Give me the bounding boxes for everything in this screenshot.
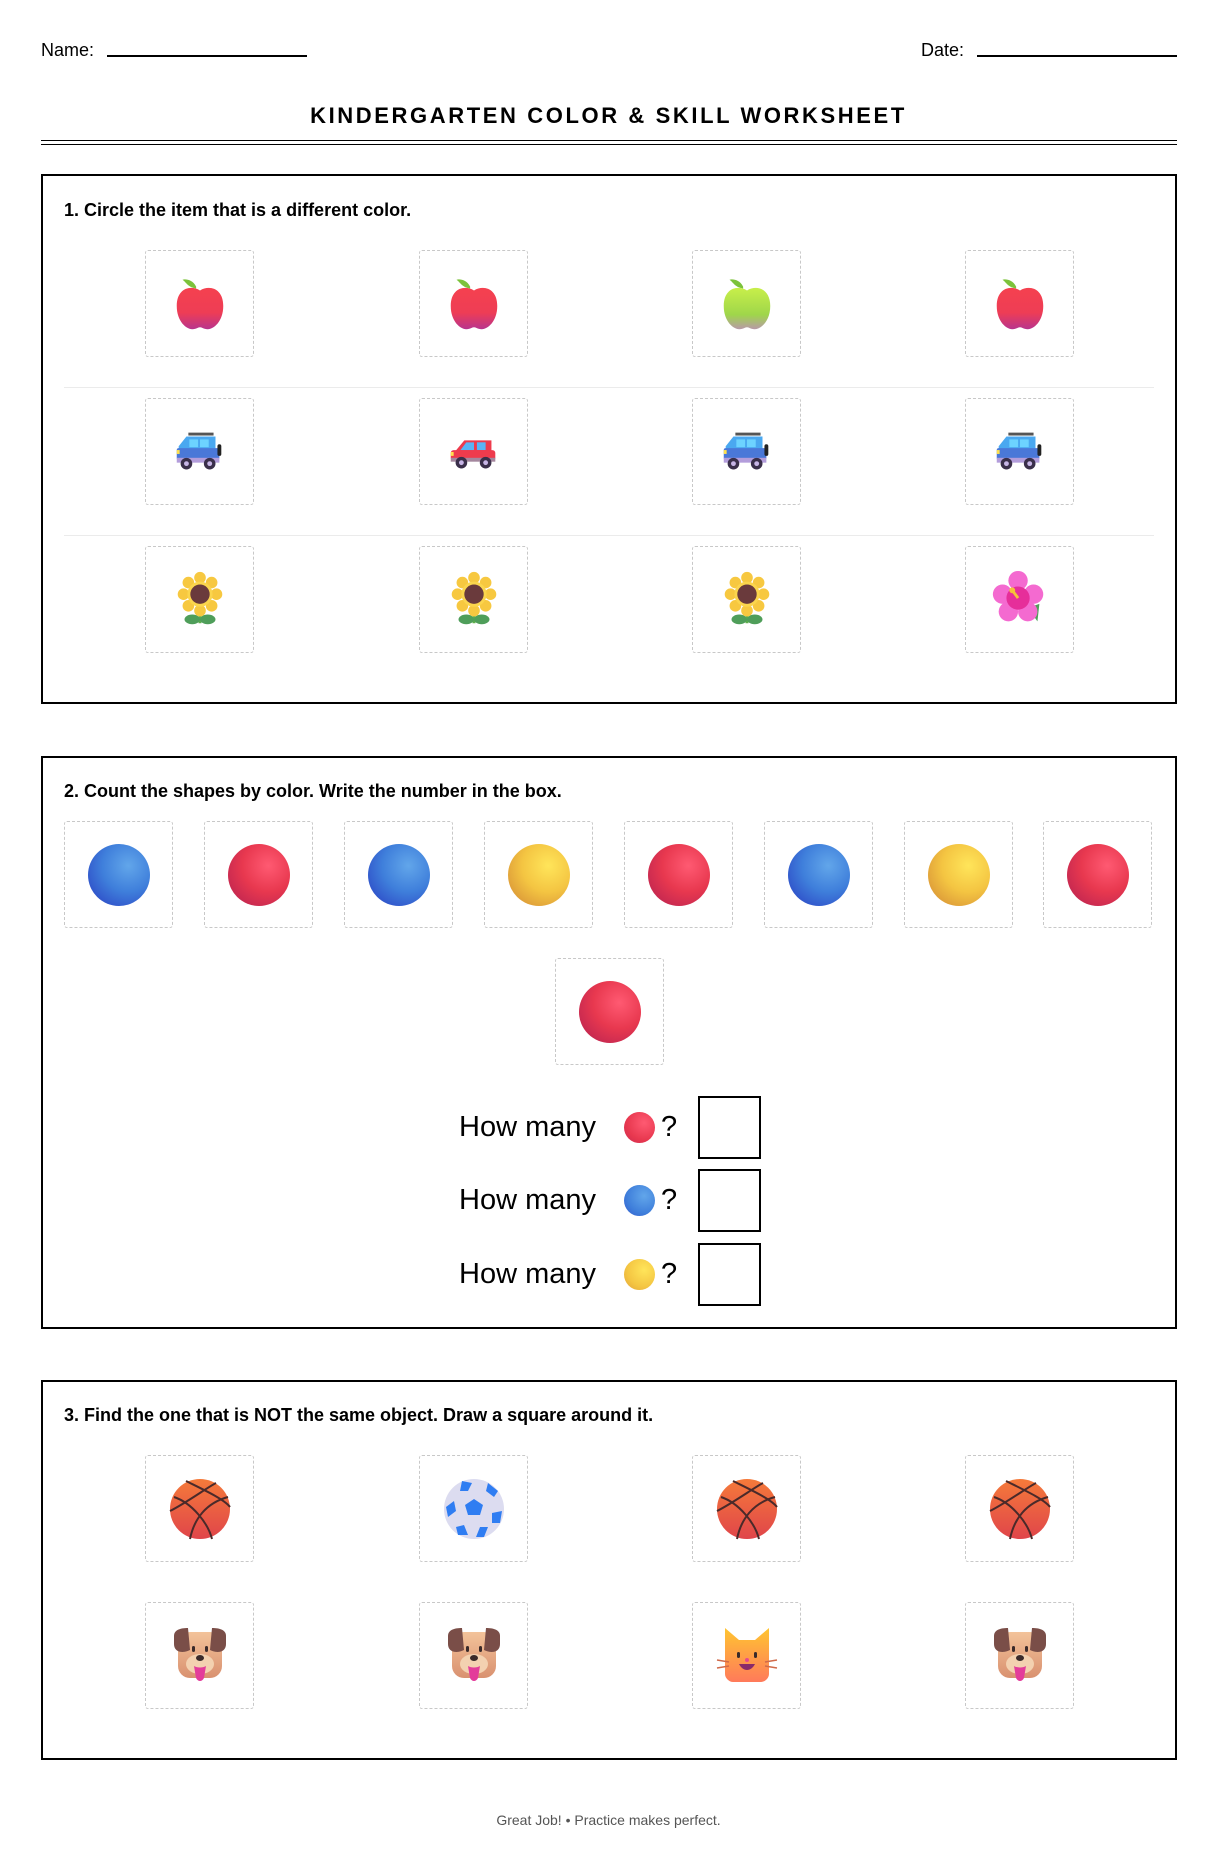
blue-dot-icon [624,1185,655,1216]
item-box-1-4[interactable] [965,250,1074,357]
question-text: How many [459,1184,596,1216]
object-box-2-1[interactable] [145,1602,254,1709]
red-car-icon [443,421,505,483]
name-blank-line[interactable] [107,55,307,57]
object-box-1-1[interactable] [145,1455,254,1562]
yellow-ball-icon [927,843,991,907]
item-box-3-1[interactable] [145,546,254,653]
blue-suv-icon [169,421,231,483]
item-box-3-3[interactable] [692,546,801,653]
shape-box-3[interactable] [344,821,453,928]
count-question-yellow [459,1243,761,1305]
red-apple-icon [443,273,505,335]
object-box-1-2[interactable] [419,1455,528,1562]
date-blank-line[interactable] [977,55,1177,57]
item-box-1-2[interactable] [419,250,528,357]
item-box-3-4[interactable] [965,546,1074,653]
item-box-2-3[interactable] [692,398,801,505]
shape-box-1[interactable] [64,821,173,928]
blue-ball-icon [787,843,851,907]
red-ball-icon [1066,843,1130,907]
object-box-2-2[interactable] [419,1602,528,1709]
count-question-blue [459,1169,761,1231]
pink-hibiscus-icon [989,569,1051,631]
dog-face-icon [168,1624,232,1688]
item-box-1-3[interactable] [692,250,801,357]
row-divider [64,535,1154,536]
red-apple-icon [169,273,231,335]
basketball-icon [988,1477,1052,1541]
section-2-heading: 2. Count the shapes by color. Write the number in the box. [64,781,562,801]
section-not-same-object [41,1380,1177,1760]
item-box-2-2[interactable] [419,398,528,505]
question-mark: ? [661,1258,678,1290]
item-box-2-1[interactable] [145,398,254,505]
soccer-ball-icon [442,1477,506,1541]
basketball-icon [168,1477,232,1541]
red-apple-icon [989,273,1051,335]
count-question-red [459,1096,761,1158]
footer-message: Great Job! • Practice makes perfect. [496,1812,721,1828]
dog-face-icon [442,1624,506,1688]
blue-ball-icon [367,843,431,907]
question-mark: ? [661,1111,678,1143]
item-box-3-2[interactable] [419,546,528,653]
red-ball-icon [578,980,642,1044]
red-dot-icon [624,1112,655,1143]
sunflower-icon [716,569,778,631]
blue-ball-icon [87,843,151,907]
object-box-1-3[interactable] [692,1455,801,1562]
red-ball-icon [647,843,711,907]
shape-box-2[interactable] [204,821,313,928]
answer-box-yellow[interactable] [698,1243,761,1306]
blue-suv-icon [989,421,1051,483]
name-label: Name: [41,40,95,60]
sunflower-icon [169,569,231,631]
section-1-heading: 1. Circle the item that is a different color. [64,200,412,220]
shape-box-7[interactable] [904,821,1013,928]
red-ball-icon [227,843,291,907]
answer-box-blue[interactable] [698,1169,761,1232]
object-box-2-4[interactable] [965,1602,1074,1709]
cat-face-icon [715,1624,779,1688]
section-different-color [41,174,1177,704]
page-title: KINDERGARTEN COLOR & SKILL WORKSHEET [310,103,907,128]
basketball-icon [715,1477,779,1541]
date-label: Date: [921,40,965,60]
shape-box-4[interactable] [484,821,593,928]
question-text: How many [459,1258,596,1290]
row-divider [64,387,1154,388]
object-box-1-4[interactable] [965,1455,1074,1562]
shape-box-9[interactable] [555,958,664,1065]
item-box-1-1[interactable] [145,250,254,357]
shape-box-5[interactable] [624,821,733,928]
shape-box-6[interactable] [764,821,873,928]
section-3-heading: 3. Find the one that is NOT the same object. Draw a square around it. [64,1405,654,1425]
sunflower-icon [443,569,505,631]
question-mark: ? [661,1184,678,1216]
green-apple-icon [716,273,778,335]
answer-box-red[interactable] [698,1096,761,1159]
blue-suv-icon [716,421,778,483]
section-count-shapes [41,756,1177,1329]
object-box-2-3[interactable] [692,1602,801,1709]
shape-box-8[interactable] [1043,821,1152,928]
title-divider [41,140,1177,145]
item-box-2-4[interactable] [965,398,1074,505]
yellow-ball-icon [507,843,571,907]
dog-face-icon [988,1624,1052,1688]
question-text: How many [459,1111,596,1143]
yellow-dot-icon [624,1259,655,1290]
